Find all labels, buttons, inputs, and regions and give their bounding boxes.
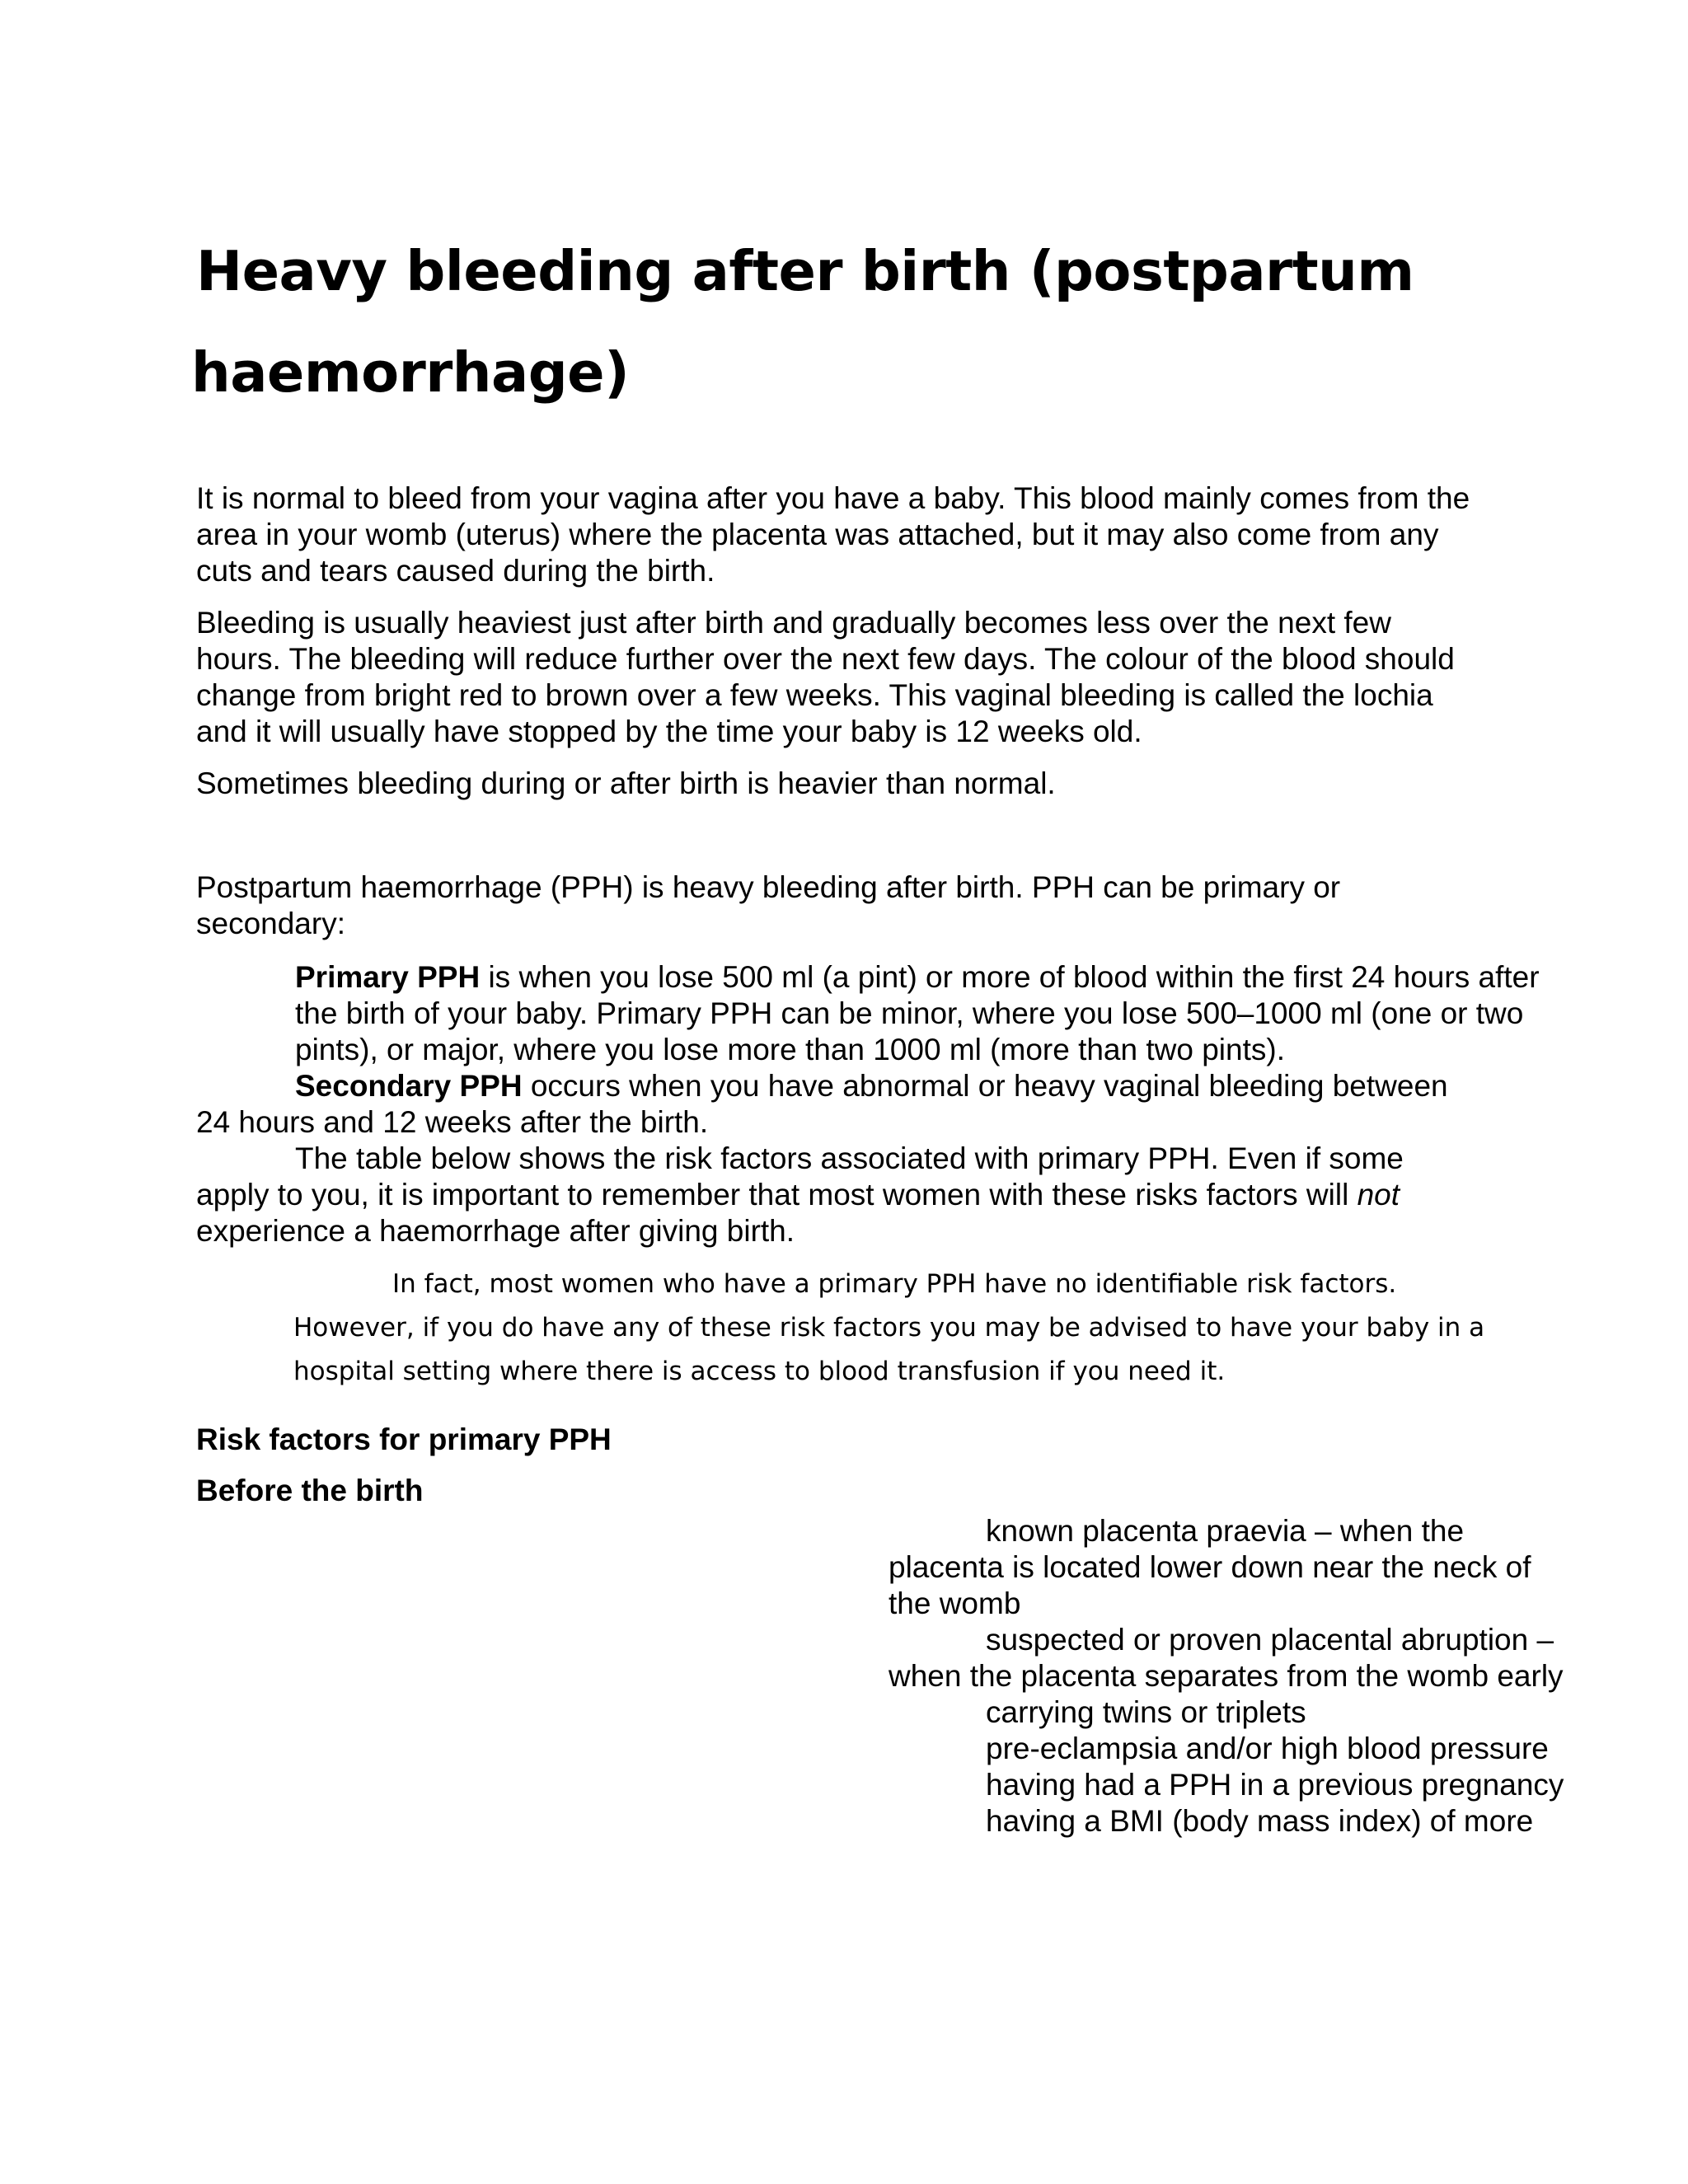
bleeding-paragraph: Bleeding is usually heaviest just after birth and gradually becomes less over the next few hours. The bleeding will reduce further over the next few days. The colour of the blood should change from bright red to brown over a few weeks. This vaginal bleeding is called the lochia and it will usually have stopped by the time your baby is 12 weeks old. bbox=[196, 606, 1455, 748]
list-item: pre-eclampsia and/or high blood pressure bbox=[986, 1732, 1549, 1765]
table-note-paragraph bbox=[196, 1141, 1482, 1249]
secondary-pph-label: Secondary PPH bbox=[295, 1069, 523, 1103]
list-item: having had a PPH in a previous pregnancy bbox=[986, 1768, 1564, 1802]
list-item: known placenta praevia – when the placenta is located lower down near the neck of the womb bbox=[889, 1514, 1531, 1620]
primary-pph-label: Primary PPH bbox=[295, 960, 481, 994]
callout-rest: However, if you do have any of these risk factors you may be advised to have your baby in a hospital setting where there is access to blood transfusion if you need it. bbox=[293, 1313, 1485, 1386]
list-item: suspected or proven placental abruption – when the placenta separates from the womb early bbox=[889, 1623, 1564, 1693]
secondary-pph-text: occurs when you have abnormal or heavy vaginal bleeding between 24 hours and 12 weeks after the birth. bbox=[196, 1069, 1448, 1139]
list-item: carrying twins or triplets bbox=[986, 1695, 1306, 1729]
callout-line-1: In fact, most women who have a primary PPH have no identifiable risk factors. bbox=[392, 1269, 1397, 1299]
table-note-text: The table below shows the risk factors associated with primary PPH. Even if some apply to you, it is important to remember that most women with these risks factors will bbox=[196, 1141, 1404, 1212]
primary-pph-paragraph bbox=[196, 959, 1581, 1068]
intro-paragraph: It is normal to bleed from your vagina after you have a baby. This blood mainly comes from the area in your womb (uterus) where the placenta was attached, but it may also come from any cuts and tears caused during the birth. bbox=[196, 481, 1470, 588]
table-note-text-after: experience a haemorrhage after giving birth. bbox=[196, 1214, 795, 1248]
before-birth-heading: Before the birth bbox=[196, 1474, 424, 1507]
risk-factors-heading: Risk factors for primary PPH bbox=[196, 1422, 612, 1456]
heavier-paragraph: Sometimes bleeding during or after birth is heavier than normal. bbox=[196, 766, 1056, 800]
risk-callout bbox=[293, 1263, 1505, 1394]
pph-definition-paragraph: Postpartum haemorrhage (PPH) is heavy bleeding after birth. PPH can be primary or secondary: bbox=[196, 870, 1341, 940]
title-line-1: Heavy bleeding after birth (postpartum bbox=[196, 239, 1414, 303]
table-note-emphasis: not bbox=[1357, 1178, 1400, 1212]
primary-pph-text: is when you lose 500 ml (a pint) or more of blood within the first 24 hours after the birth of your baby. Primary PPH can be minor, where you lose 500–1000 ml (one or two pints), or major, where you lose more than 1000 ml (more than two pints). bbox=[295, 960, 1540, 1066]
list-item: having a BMI (body mass index) of more bbox=[986, 1804, 1534, 1838]
page-title bbox=[191, 221, 1597, 424]
risk-factor-list bbox=[889, 1513, 1564, 1840]
secondary-pph-paragraph bbox=[196, 1068, 1482, 1141]
title-line-2: haemorrhage) bbox=[191, 340, 630, 405]
